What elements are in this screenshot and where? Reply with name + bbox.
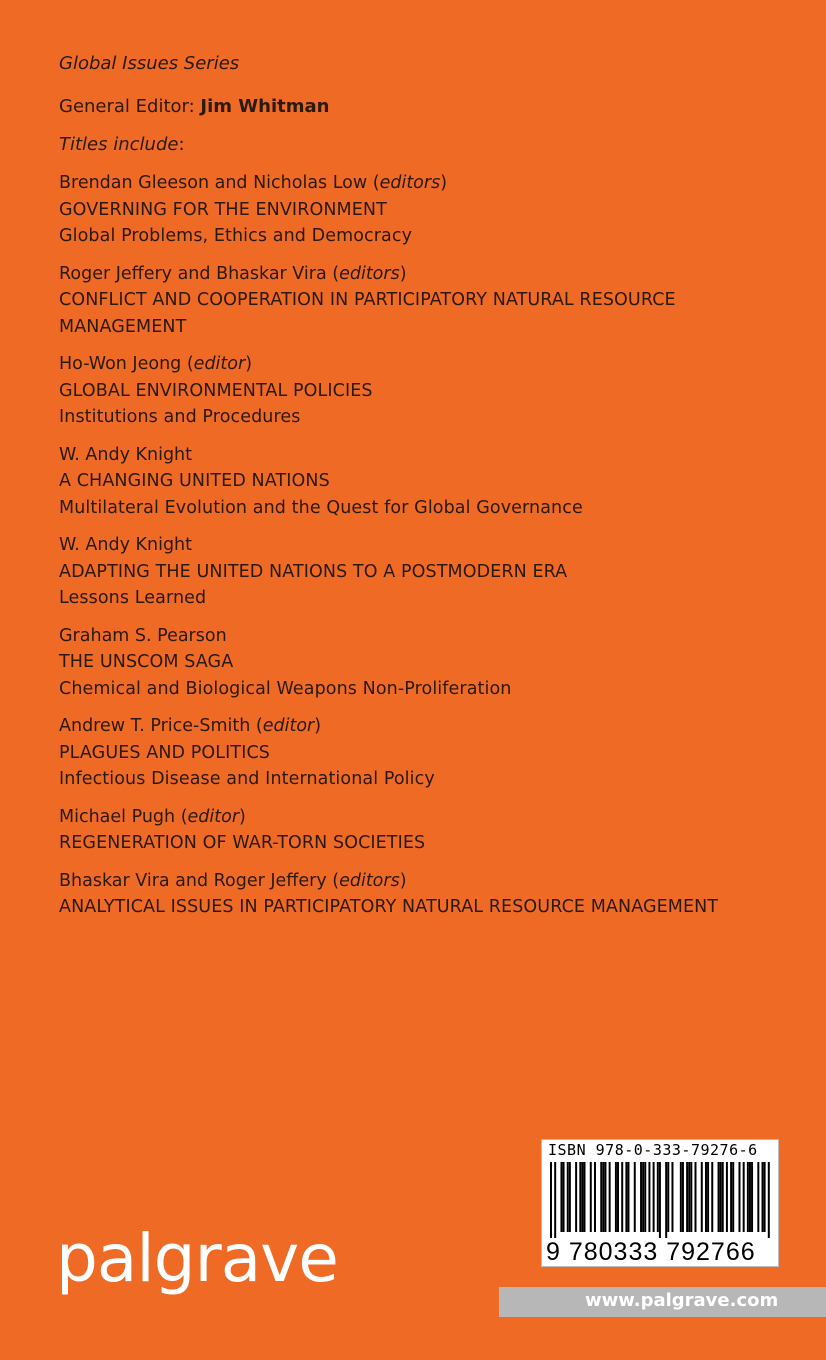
barcode-bar <box>590 1162 592 1232</box>
barcode-bar <box>584 1162 586 1232</box>
barcode-bar <box>690 1162 692 1232</box>
barcode-bar <box>644 1162 646 1232</box>
book-subtitle: Chemical and Biological Weapons Non-Proliferation <box>59 678 512 699</box>
book-author-name: Michael Pugh <box>59 806 176 827</box>
barcode-bar <box>567 1162 569 1232</box>
book-entry <box>59 804 759 857</box>
book-title: ANALYTICAL ISSUES IN PARTICIPATORY NATURAL RESOURCE MANAGEMENT <box>59 897 719 917</box>
general-editor <box>59 96 329 117</box>
barcode-bar <box>579 1162 581 1232</box>
book-author <box>59 532 759 559</box>
barcode-digits: 9 780333 792766 <box>546 1238 756 1266</box>
barcode-bar <box>707 1162 709 1232</box>
barcode-bar <box>738 1162 740 1232</box>
book-author: Andrew T. Price-Smith (editor) <box>59 716 322 736</box>
book-subtitle: Institutions and Procedures <box>59 407 301 427</box>
barcode-bar <box>730 1162 732 1232</box>
barcode-bar <box>594 1162 596 1232</box>
barcode-bar <box>743 1162 745 1232</box>
publisher-url[interactable]: www.palgrave.com <box>585 1290 779 1311</box>
barcode-bar <box>640 1162 642 1232</box>
barcode-bar <box>604 1162 606 1232</box>
book-role: editor <box>193 354 246 374</box>
book-title: GOVERNING FOR THE ENVIRONMENT <box>59 199 387 220</box>
book-author: Michael Pugh (editor) <box>59 806 246 827</box>
barcode-bar <box>671 1162 673 1232</box>
barcode-bar <box>625 1162 627 1232</box>
barcode-bar <box>560 1162 562 1232</box>
book-author-name: Ho-Won Jeong <box>59 354 182 374</box>
book-author-name: Graham S. Pearson <box>59 625 227 646</box>
barcode-bar <box>617 1162 619 1232</box>
book-subtitle: MANAGEMENT <box>59 316 187 337</box>
barcode-bar <box>634 1162 636 1232</box>
barcode-bar <box>720 1162 722 1232</box>
book-title: THE UNSCOM SAGA <box>59 652 234 672</box>
book-author: Brendan Gleeson and Nicholas Low (editors) <box>59 173 448 193</box>
barcode-bar <box>695 1162 697 1232</box>
book-title: PLAGUES AND POLITICS <box>59 742 270 763</box>
book-entry <box>59 442 759 522</box>
isbn-text: ISBN 978-0-333-79276-6 <box>548 1141 758 1159</box>
book-entry <box>59 351 759 431</box>
barcode-bar <box>751 1162 753 1232</box>
book-author-name: Andrew T. Price-Smith <box>59 716 251 736</box>
barcode-bar <box>602 1162 604 1232</box>
book-author: Bhaskar Vira and Roger Jeffery (editors) <box>59 870 407 891</box>
barcode-bar <box>609 1162 611 1232</box>
barcode-bar <box>563 1162 565 1232</box>
barcode-bar <box>627 1162 629 1232</box>
book-subtitle: Infectious Disease and International Policy <box>59 769 435 789</box>
barcode-bar <box>667 1162 669 1232</box>
book-author-name: Brendan Gleeson and Nicholas Low <box>59 173 368 193</box>
book-author-name: W. Andy Knight <box>59 444 193 465</box>
book-title: GLOBAL ENVIRONMENTAL POLICIES <box>59 380 373 401</box>
palgrave-logo: palgrave <box>56 1220 338 1297</box>
barcode-bar <box>642 1162 644 1232</box>
barcode-bar <box>659 1162 661 1238</box>
barcode-bar <box>554 1162 556 1238</box>
book-role: editor <box>262 716 315 736</box>
general-editor-name: Jim Whitman <box>200 96 330 117</box>
book-title: REGENERATION OF WAR-TORN SOCIETIES <box>59 833 426 853</box>
book-entry <box>59 868 759 921</box>
barcode-bar <box>615 1162 617 1232</box>
general-editor-label: General Editor: <box>59 96 201 117</box>
barcode-bar <box>686 1162 688 1232</box>
barcode-bars <box>550 1162 772 1238</box>
book-subtitle: Lessons Learned <box>59 588 207 608</box>
series-name: Global Issues Series <box>59 53 240 74</box>
book-role: editors <box>339 263 400 284</box>
barcode-bar <box>726 1162 728 1232</box>
barcode-bar <box>764 1162 766 1232</box>
book-role: editors <box>339 870 400 891</box>
barcode-bar <box>653 1162 655 1232</box>
book-role: editors <box>379 173 441 193</box>
book-role: editor <box>187 806 240 827</box>
barcode-bar <box>575 1162 577 1232</box>
isbn-barcode <box>541 1139 779 1267</box>
book-entry <box>59 170 759 250</box>
barcode-bar <box>701 1162 703 1232</box>
book-author: Ho-Won Jeong (editor) <box>59 354 253 374</box>
barcode-bar <box>747 1162 749 1232</box>
titles-include-label: Titles include <box>59 134 179 155</box>
book-author: Roger Jeffery and Bhaskar Vira (editors) <box>59 263 407 284</box>
barcode-bar <box>762 1162 764 1232</box>
book-title: CONFLICT AND COOPERATION IN PARTICIPATORY NATURAL RESOURCE <box>59 290 676 310</box>
book-author <box>59 623 759 650</box>
barcode-bar <box>569 1162 571 1232</box>
book-author <box>59 442 759 469</box>
barcode-bar <box>621 1162 623 1232</box>
book-author-name: W. Andy Knight <box>59 535 193 555</box>
barcode-bar <box>682 1162 684 1232</box>
book-title: ADAPTING THE UNITED NATIONS TO A POSTMODERN ERA <box>59 561 568 582</box>
titles-include-colon: : <box>178 134 185 155</box>
barcode-bar <box>688 1162 690 1232</box>
website-bar <box>499 1287 826 1317</box>
book-title: A CHANGING UNITED NATIONS <box>59 471 330 491</box>
titles-include-heading <box>59 134 185 155</box>
book-author-name: Roger Jeffery and Bhaskar Vira <box>59 263 327 284</box>
book-entry <box>59 261 759 341</box>
barcode-bar <box>648 1162 650 1232</box>
barcode-bar <box>657 1162 659 1232</box>
barcode-bar <box>732 1162 734 1232</box>
barcode-bar <box>550 1162 552 1238</box>
barcode-bar <box>581 1162 583 1232</box>
barcode-bar <box>711 1162 713 1232</box>
book-subtitle: Global Problems, Ethics and Democracy <box>59 226 413 246</box>
book-list <box>59 170 759 932</box>
barcode-bar <box>757 1162 759 1232</box>
book-entry <box>59 623 759 703</box>
book-author-name: Bhaskar Vira and Roger Jeffery <box>59 870 327 891</box>
barcode-bar <box>722 1162 724 1232</box>
barcode-bar <box>705 1162 707 1232</box>
barcode-bar <box>600 1162 602 1232</box>
barcode-bar <box>680 1162 682 1232</box>
book-entry <box>59 532 759 612</box>
barcode-bar <box>768 1162 770 1238</box>
book-subtitle: Multilateral Evolution and the Quest for Global Governance <box>59 497 583 518</box>
barcode-bar <box>665 1162 667 1238</box>
book-entry <box>59 713 759 793</box>
barcode-bar <box>749 1162 751 1232</box>
barcode-bar <box>718 1162 720 1232</box>
